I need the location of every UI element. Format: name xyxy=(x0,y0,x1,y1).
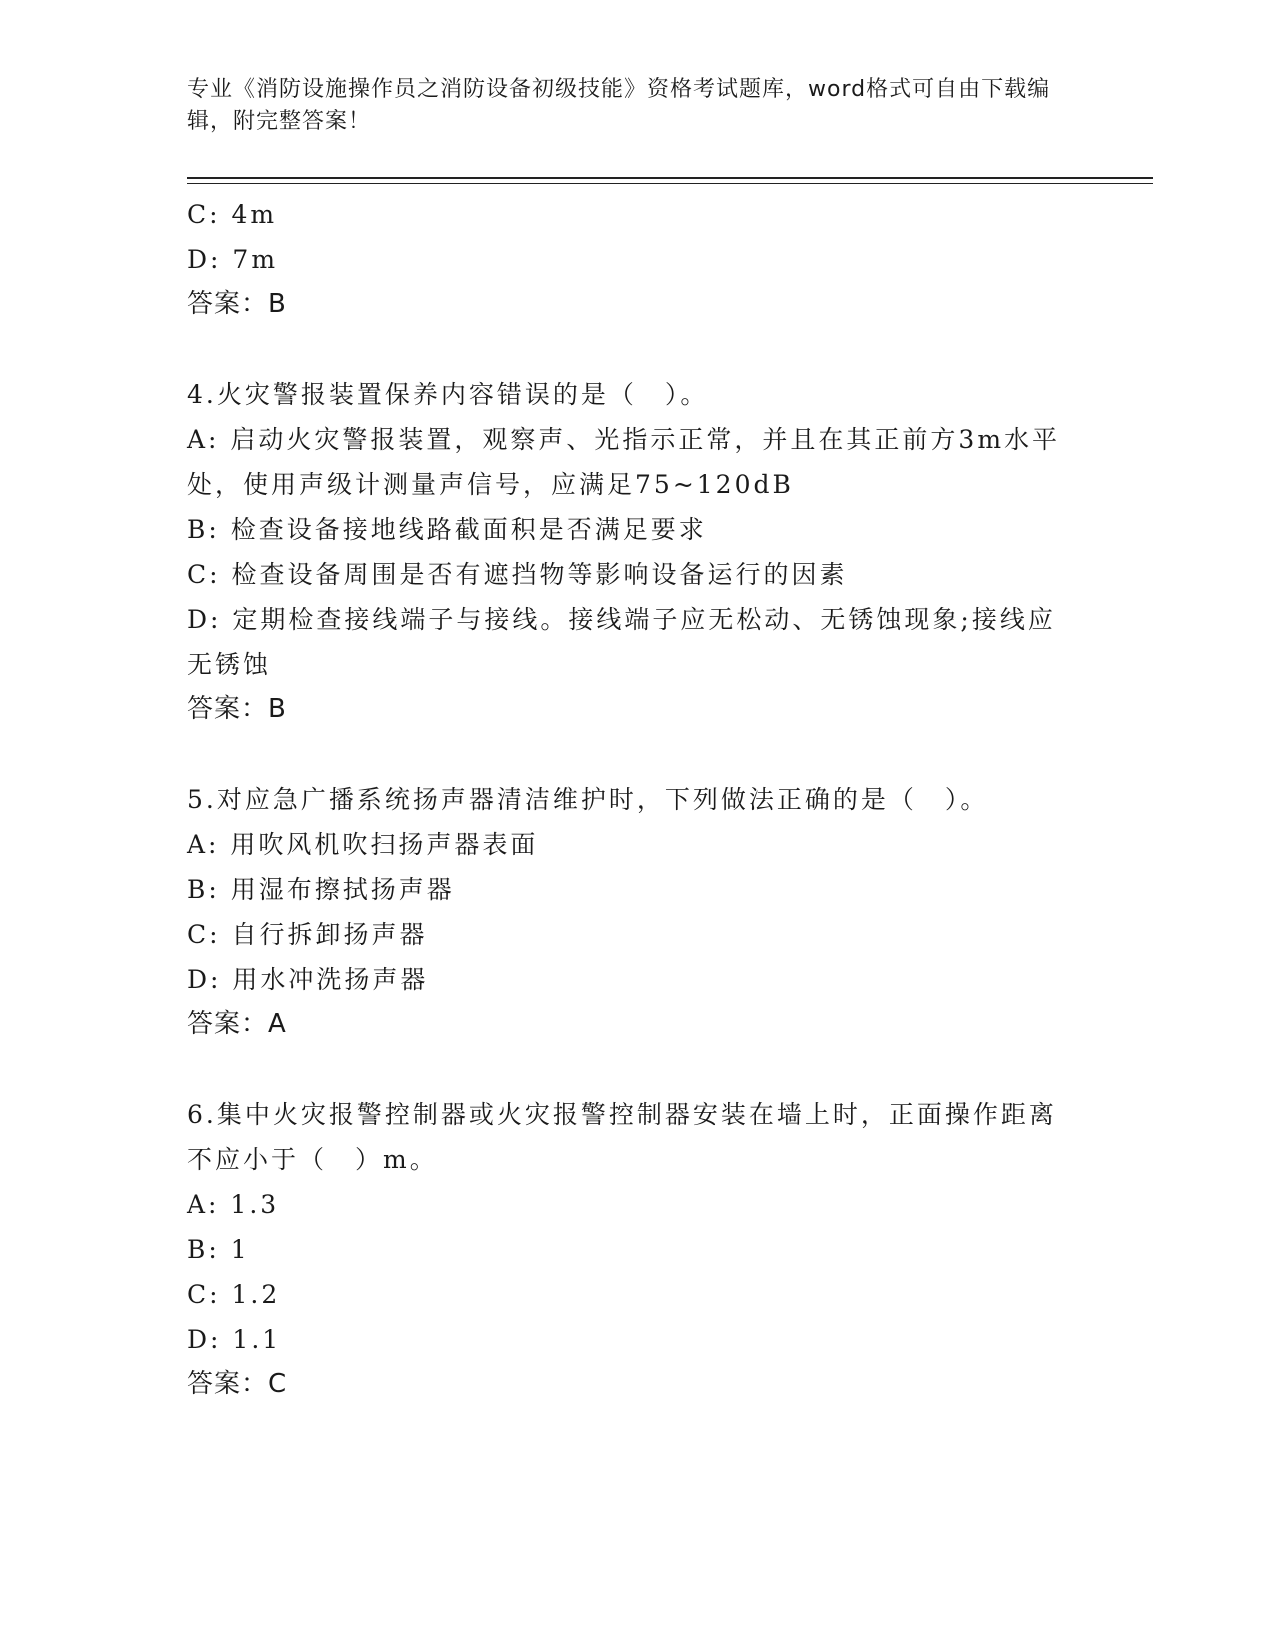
spacer xyxy=(187,732,1067,777)
answer-line: 答案：A xyxy=(187,1009,287,1039)
option-b: B: 用湿布擦拭扬声器 xyxy=(187,875,455,904)
header-divider-thin xyxy=(187,183,1153,184)
option-a: A: 1.3 xyxy=(187,1190,280,1219)
option-c: C: 自行拆卸扬声器 xyxy=(187,920,428,949)
option-d: D: 定期检查接线端子与接线。接线端子应无松动、无锈蚀现象;接线应无锈蚀 xyxy=(187,605,1056,679)
answer-line: 答案：B xyxy=(187,694,287,724)
question-content xyxy=(187,192,1067,1407)
answer-line: 答案：C xyxy=(187,1369,288,1399)
page-header: 专业《消防设施操作员之消防设备初级技能》资格考试题库，word格式可自由下载编辑，附完整答案！ xyxy=(187,77,1051,134)
answer-line: 答案：B xyxy=(187,289,287,319)
option-d: D: 7m xyxy=(187,245,279,274)
option-b: B: 检查设备接地线路截面积是否满足要求 xyxy=(187,515,707,544)
option-c: C: 4m xyxy=(187,200,278,229)
option-b: B: 1 xyxy=(187,1235,250,1264)
option-c: C: 1.2 xyxy=(187,1280,281,1309)
option-d: D: 1.1 xyxy=(187,1325,282,1354)
question-stem: 4.火灾警报装置保养内容错误的是（ ）。 xyxy=(187,380,709,409)
question-stem: 5.对应急广播系统扬声器清洁维护时，下列做法正确的是（ ）。 xyxy=(187,785,989,814)
option-d: D: 用水冲洗扬声器 xyxy=(187,965,429,994)
option-c: C: 检查设备周围是否有遮挡物等影响设备运行的因素 xyxy=(187,560,848,589)
spacer xyxy=(187,1047,1067,1092)
header-divider-thick xyxy=(187,177,1153,179)
spacer xyxy=(187,327,1067,372)
question-stem: 6.集中火灾报警控制器或火灾报警控制器安装在墙上时，正面操作距离不应小于（ ）m。 xyxy=(187,1100,1057,1174)
option-a: A: 启动火灾警报装置，观察声、光指示正常，并且在其正前方3m水平处，使用声级计测量声信号，应满足75~120dB xyxy=(187,425,1061,499)
option-a: A: 用吹风机吹扫扬声器表面 xyxy=(187,830,539,859)
